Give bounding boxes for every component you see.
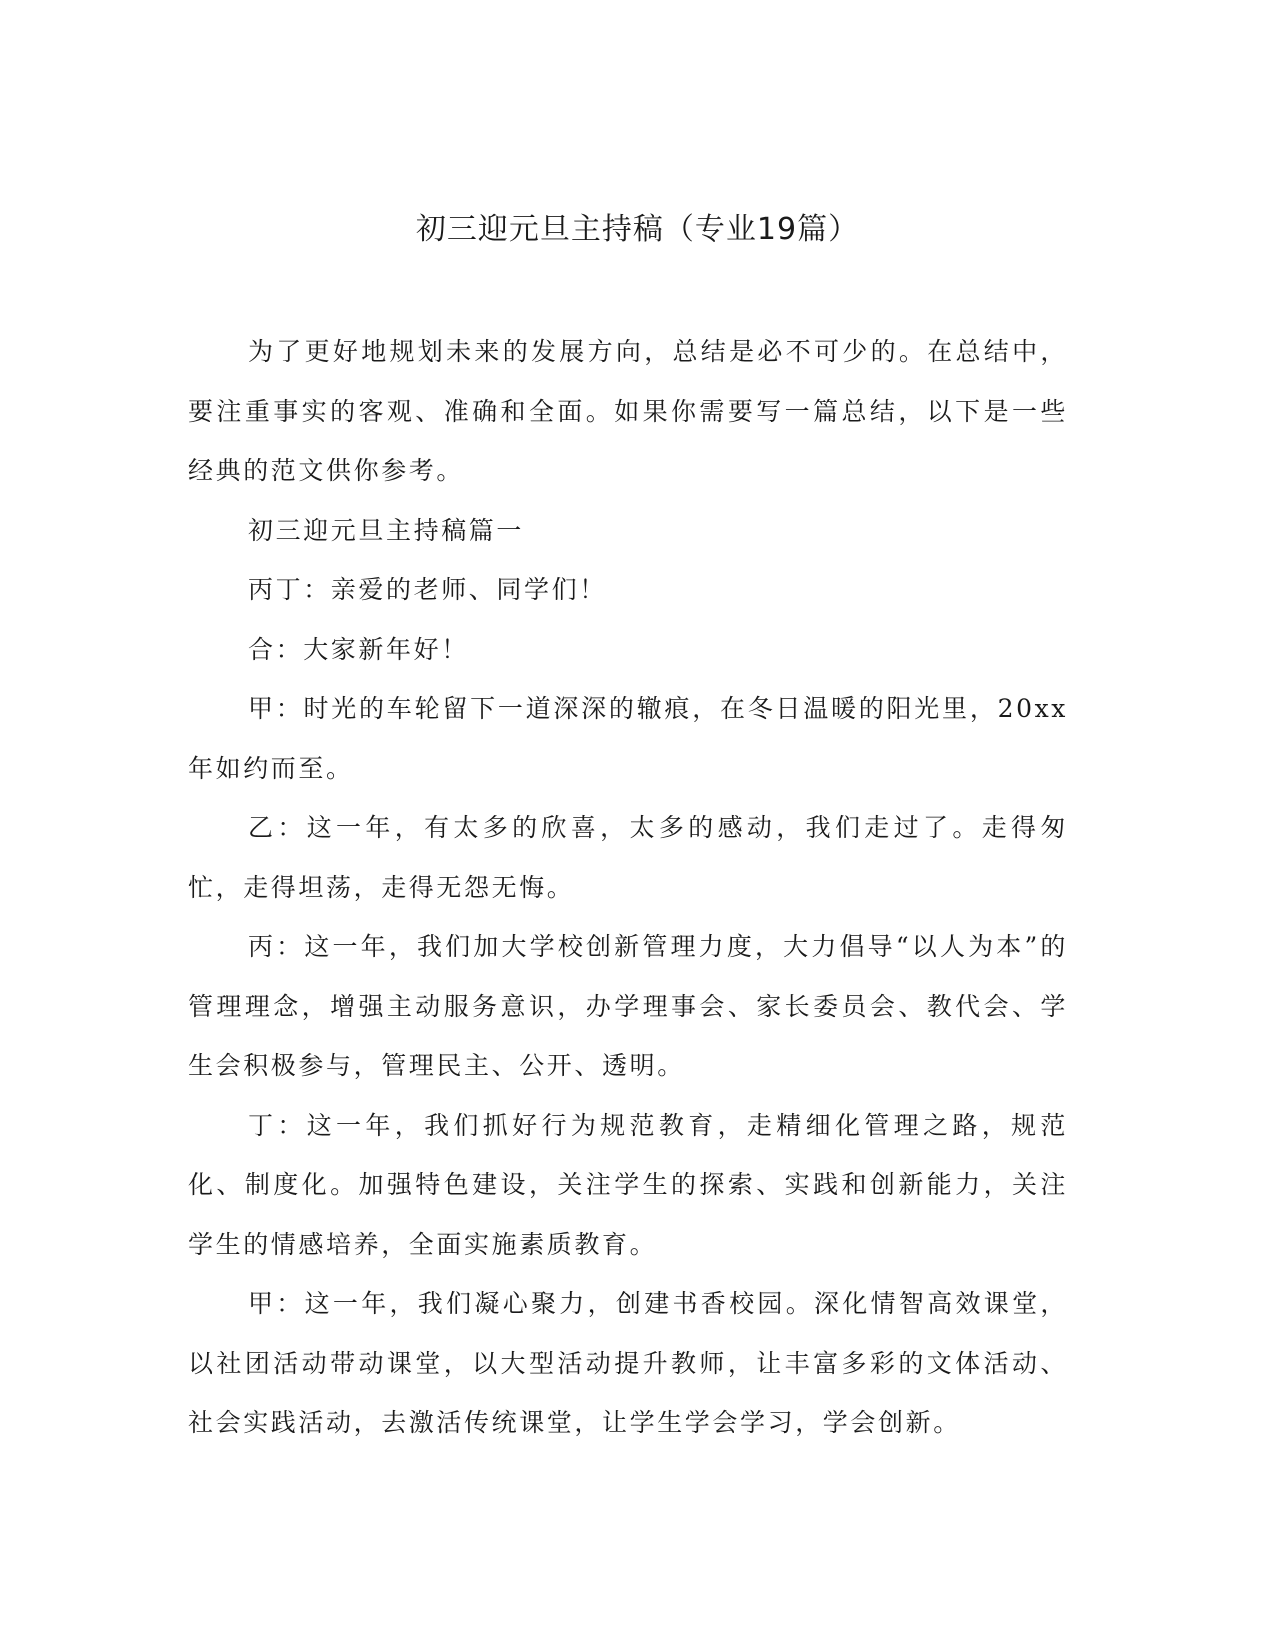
document-title: 初三迎元旦主持稿（专业19篇） xyxy=(415,212,860,247)
paragraph-dialogue: 丁：这一年，我们抓好行为规范教育，走精细化管理之路，规范化、制度化。加强特色建设，关注学生的探索、实践和创新能力，关注学生的情感培养，全面实施素质教育。 xyxy=(188,1110,1068,1259)
paragraph-dialogue: 甲：时光的车轮留下一道深深的辙痕，在冬日温暖的阳光里，20xx年如约而至。 xyxy=(188,694,1068,783)
section-heading: 初三迎元旦主持稿篇一 xyxy=(248,515,525,545)
paragraph-dialogue: 乙：这一年，有太多的欣喜，太多的感动，我们走过了。走得匆忙，走得坦荡，走得无怨无悔。 xyxy=(188,813,1068,902)
paragraph-dialogue: 丙：这一年，我们加大学校创新管理力度，大力倡导“以人为本”的管理理念，增强主动服务意识，办学理事会、家长委员会、教代会、学生会积极参与，管理民主、公开、透明。 xyxy=(188,932,1068,1080)
document-body xyxy=(188,322,1068,1453)
paragraph-dialogue: 合：大家新年好！ xyxy=(248,634,469,664)
paragraph-dialogue: 丙丁：亲爱的老师、同学们！ xyxy=(248,575,607,604)
paragraph-dialogue: 甲：这一年，我们凝心聚力，创建书香校园。深化情智高效课堂，以社团活动带动课堂，以大型活动提升教师，让丰富多彩的文体活动、社会实践活动，去激活传统课堂，让学生学会学习，学会创新。 xyxy=(188,1289,1068,1437)
paragraph-intro: 为了更好地规划未来的发展方向，总结是必不可少的。在总结中，要注重事实的客观、准确和全面。如果你需要写一篇总结，以下是一些经典的范文供你参考。 xyxy=(188,337,1068,485)
